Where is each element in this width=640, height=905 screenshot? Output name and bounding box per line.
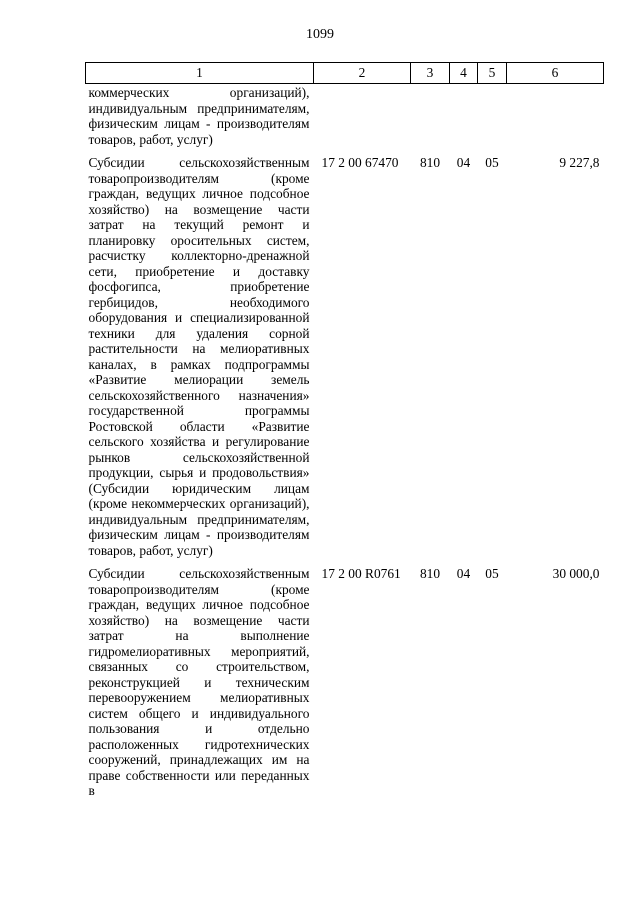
budget-table (85, 62, 604, 799)
column-header-1: 1 (86, 63, 314, 84)
table-row (86, 558, 604, 799)
row-code: 17 2 00 R0761 (321, 566, 401, 581)
row-col3: 810 (419, 155, 441, 170)
column-header-3: 3 (411, 63, 450, 84)
column-header-5: 5 (478, 63, 507, 84)
row-col5: 05 (485, 155, 499, 170)
column-header-2: 2 (314, 63, 411, 84)
row-col5: 05 (485, 566, 499, 581)
column-header-6: 6 (507, 63, 604, 84)
continuation-text: коммерческих организаций), индивидуальным предпринимателям, физическим лицам - производителям товаров, работ, услуг) (88, 85, 310, 147)
continuation-row (86, 84, 604, 148)
row-col3: 810 (419, 566, 441, 581)
row-amount: 30 000,0 (552, 566, 600, 581)
column-header-4: 4 (450, 63, 478, 84)
table-row (86, 147, 604, 558)
row-col4: 04 (456, 566, 471, 581)
row-code: 17 2 00 67470 (321, 155, 399, 170)
row-amount: 9 227,8 (559, 155, 600, 170)
row-description: Субсидии сельскохозяйственным товаропроизводителям (кроме граждан, ведущих личное подсобное хозяйство) на возмещение части затрат на текущий ремонт и планировку оросительных систем, расчистку коллекторно-дренажной сети, приобретение и доставку фосфогипса, приобретение гербицидов, необходимого оборудования и специализированной техники для удаления сорной растительности на мелиоративных каналах, в рамках подпрограммы «Развитие мелиорации земель сельскохозяйственного назначения» государственной программы Ростовской области «Развитие сельского хозяйства и регулирование рынков сельскохозяйственной продукции, сырья и продовольствия» (Субсидии юридическим лицам (кроме некоммерческих организаций), индивидуальным предпринимателям, физическим лицам - производителям товаров, работ, услуг) (88, 155, 310, 558)
table-header-row (86, 63, 604, 84)
row-col4: 04 (456, 155, 471, 170)
page-number: 1099 (306, 27, 334, 42)
row-description: Субсидии сельскохозяйственным товаропроизводителям (кроме граждан, ведущих личное подсобное хозяйство) на возмещение части затрат на выполнение гидромелиоративных мероприятий, связанных со строительством, реконструкцией и техническим перевооружением мелиоративных систем общего и индивидуального пользования и отдельно расположенных гидротехнических сооружений, принадлежащих им на праве собственности или переданных в (88, 566, 310, 798)
